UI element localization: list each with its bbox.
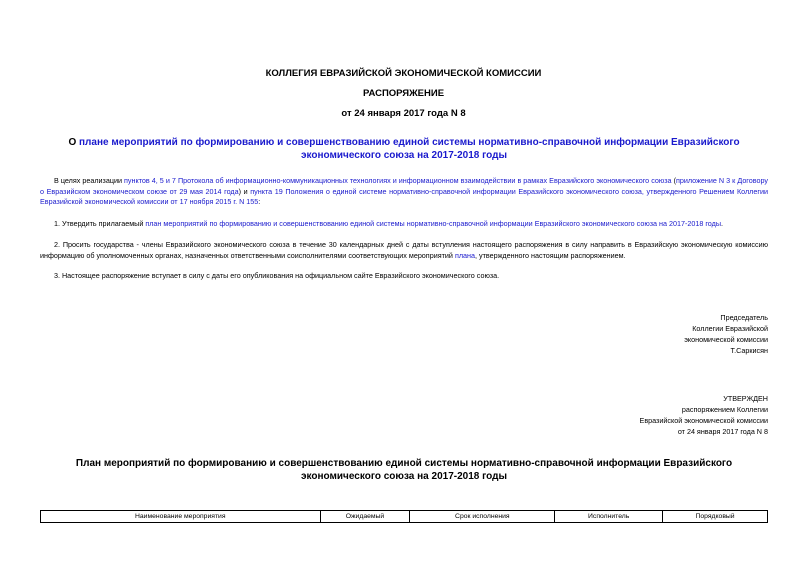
doc-title <box>40 136 768 162</box>
plan-table-header-row <box>41 511 768 523</box>
doc-title-link[interactable]: плане мероприятий по формированию и совершенствованию единой системы нормативно-справочной информации Евразийского экономического союза на 2017-2018 годы <box>79 137 740 161</box>
item-2-text-2: , утвержденного настоящим распоряжением. <box>475 250 626 260</box>
approval-line-3: Евразийской экономической комиссии <box>639 416 768 425</box>
doc-title-prefix: О <box>68 137 79 148</box>
header-deadline: Срок исполнения <box>410 511 555 523</box>
signature-line-1: Председатель <box>720 313 768 322</box>
doc-type: РАСПОРЯЖЕНИЕ <box>362 88 445 99</box>
item-2-text-1: 2. Просить государства - члены Евразийского экономического союза в течение 30 календарных дней с даты вступления настоящего распоряжения в силу направить в Евразийскую экономическую комиссию информацию об уполномоченных органах, назначенных ответственными соисполнителями соответствующих мероприятий <box>40 240 768 260</box>
intro-text-5: : <box>258 197 261 206</box>
signature-line-3: экономической комиссии <box>684 335 768 344</box>
approval-line-2: распоряжением Коллегии <box>681 405 768 414</box>
item-1-text-2: . <box>721 219 723 228</box>
signature-block <box>568 312 768 356</box>
header-expected: Ожидаемый <box>320 511 410 523</box>
item-3: 3. Настоящее распоряжение вступает в силу с даты его опубликования на официальном сайте Евразийского экономического союза. <box>54 271 500 280</box>
header-activity-name: Наименование мероприятия <box>41 511 321 523</box>
intro-link-points[interactable]: пунктов 4, 5 и 7 <box>124 176 176 185</box>
item-1 <box>40 219 768 230</box>
intro-paragraph <box>40 176 768 208</box>
item-1-text-1: 1. Утвердить прилагаемый <box>54 219 146 228</box>
plan-table <box>40 510 768 523</box>
intro-link-protocol[interactable]: Протокола об информационно-коммуникационных технологиях и информационном взаимодействии в рамках Евразийского экономического союза <box>177 176 672 185</box>
item-2 <box>40 240 768 261</box>
org-name: КОЛЛЕГИЯ ЕВРАЗИЙСКОЙ ЭКОНОМИЧЕСКОЙ КОМИССИИ <box>265 68 542 79</box>
intro-text-4: ) и <box>238 186 251 196</box>
doc-date-number: от 24 января 2017 года N 8 <box>341 108 466 119</box>
header-sequence-number: Порядковый <box>663 511 768 523</box>
signature-line-2: Коллегии Евразийской <box>692 324 768 333</box>
intro-link-regulation[interactable]: пункта 19 Положения о единой системе нормативно-справочной информации Евразийского экономического союза, утвержденного Решением Коллегии Евразийской экономической комиссии от 17 ноября 2015 г. N 155 <box>40 186 769 206</box>
intro-link-appendix[interactable]: приложение N 3 к Договору о Евразийском экономическом союзе от 29 мая 2014 года <box>40 176 769 196</box>
approval-block <box>568 393 768 437</box>
approval-line-1: УТВЕРЖДЕН <box>723 394 768 403</box>
intro-text-3: ( <box>671 176 676 185</box>
item-1-plan-link[interactable]: план мероприятий по формированию и совершенствованию единой системы нормативно-справочной информации Евразийского экономического союза на 2017-2018 годы <box>145 219 721 228</box>
intro-text-1: В целях реализации <box>54 176 125 185</box>
signature-line-4: Т.Саркисян <box>730 346 768 355</box>
item-2-plan-link[interactable]: плана <box>454 250 475 260</box>
plan-title: План мероприятий по формированию и совершенствованию единой системы нормативно-справочной информации Евразийского экономического союза на 2017-2018 годы <box>75 458 733 482</box>
approval-line-4: от 24 января 2017 года N 8 <box>677 427 768 436</box>
header-executor: Исполнитель <box>555 511 663 523</box>
